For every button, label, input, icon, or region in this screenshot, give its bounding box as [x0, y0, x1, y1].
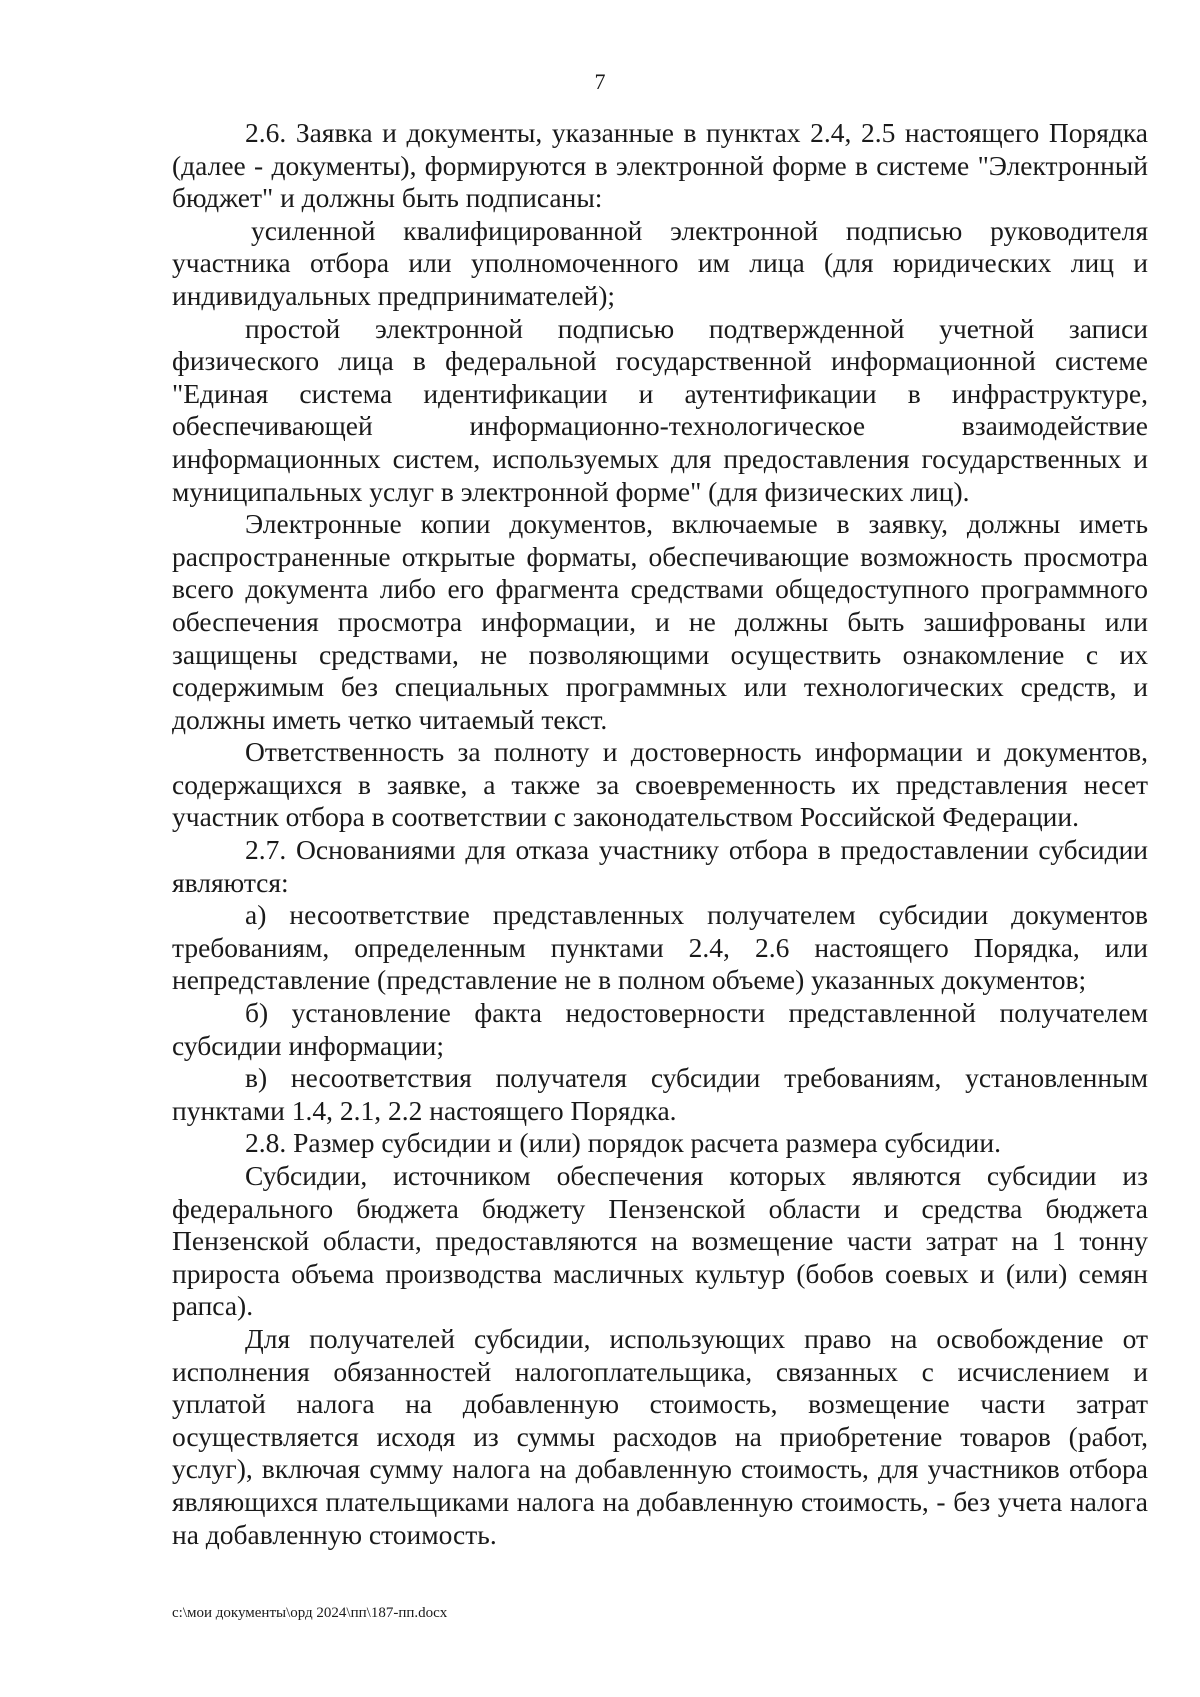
paragraph-2-7-a: а) несоответствие представленных получателем субсидии документов требованиям, определенным пунктами 2.4, 2.6 настоящего Порядка, или непредставление (представление не в полном объеме) указанных документов;: [172, 899, 1148, 996]
paragraph-enhanced-signature: усиленной квалифицированной электронной подписью руководителя участника отбора или уполномоченного им лица (для юридических лиц и индивидуальных предпринимателей);: [172, 214, 1148, 311]
paragraph-electronic-copies: Электронные копии документов, включаемые в заявку, должны иметь распространенные открытые форматы, обеспечивающие возможность просмотра всего документа либо его фрагмента средствами общедоступного программного обеспечения просмотра информации, и не должны быть зашифрованы или защищены средствами, не позволяющими осуществить ознакомление с их содержимым без специальных программных или технологических средств, и должны иметь четко читаемый текст.: [172, 508, 1148, 735]
paragraph-vat: Для получателей субсидии, использующих право на освобождение от исполнения обязанностей налогоплательщика, связанных с исчислением и уплатой налога на добавленную стоимость, возмещение части затрат осуществляется исходя из суммы расходов на приобретение товаров (работ, услуг), включая сумму налога на добавленную стоимость, для участников отбора являющихся плательщиками налога на добавленную стоимость, - без учета налога на добавленную стоимость.: [172, 1322, 1148, 1550]
paragraph-subsidies-source: Субсидии, источником обеспечения которых являются субсидии из федерального бюджета бюджету Пензенской области и средства бюджета Пензенской области, предоставляются на возмещение части затрат на 1 тонну прироста объема производства масличных культур (бобов соевых и (или) семян рапса).: [172, 1160, 1148, 1322]
paragraph-2-7-b: б) установление факта недостоверности представленной получателем субсидии информации;: [172, 997, 1148, 1061]
paragraph-simple-signature: простой электронной подписью подтвержденной учетной записи физического лица в федеральной государственной информационной системе "Единая система идентификации и аутентификации в инфраструктуре, обеспечивающей информационно-технологическое взаимодействие информационных систем, используемых для предоставления государственных и муниципальных услуг в электронной форме" (для физических лиц).: [172, 312, 1148, 507]
page-number: 7: [594, 69, 606, 94]
paragraph-responsibility: Ответственность за полноту и достоверность информации и документов, содержащихся в заявке, а также за своевременность их представления несет участник отбора в соответствии с законодательством Российской Федерации.: [172, 736, 1148, 833]
paragraph-2-8: 2.8. Размер субсидии и (или) порядок расчета размера субсидии.: [245, 1127, 1001, 1159]
document-body: [172, 117, 1148, 1551]
paragraph-2-7-v: в) несоответствия получателя субсидии требованиям, установленным пунктами 1.4, 2.1, 2.2 настоящего Порядка.: [172, 1062, 1148, 1126]
paragraph-2-7: 2.7. Основаниями для отказа участнику отбора в предоставлении субсидии являются:: [172, 834, 1148, 898]
paragraph-2-6: 2.6. Заявка и документы, указанные в пунктах 2.4, 2.5 настоящего Порядка (далее - документы), формируются в электронной форме в системе "Электронный бюджет" и должны быть подписаны:: [172, 117, 1148, 214]
footer-file-path: c:\мои документы\орд 2024\пп\187-пп.docx: [172, 1605, 448, 1621]
